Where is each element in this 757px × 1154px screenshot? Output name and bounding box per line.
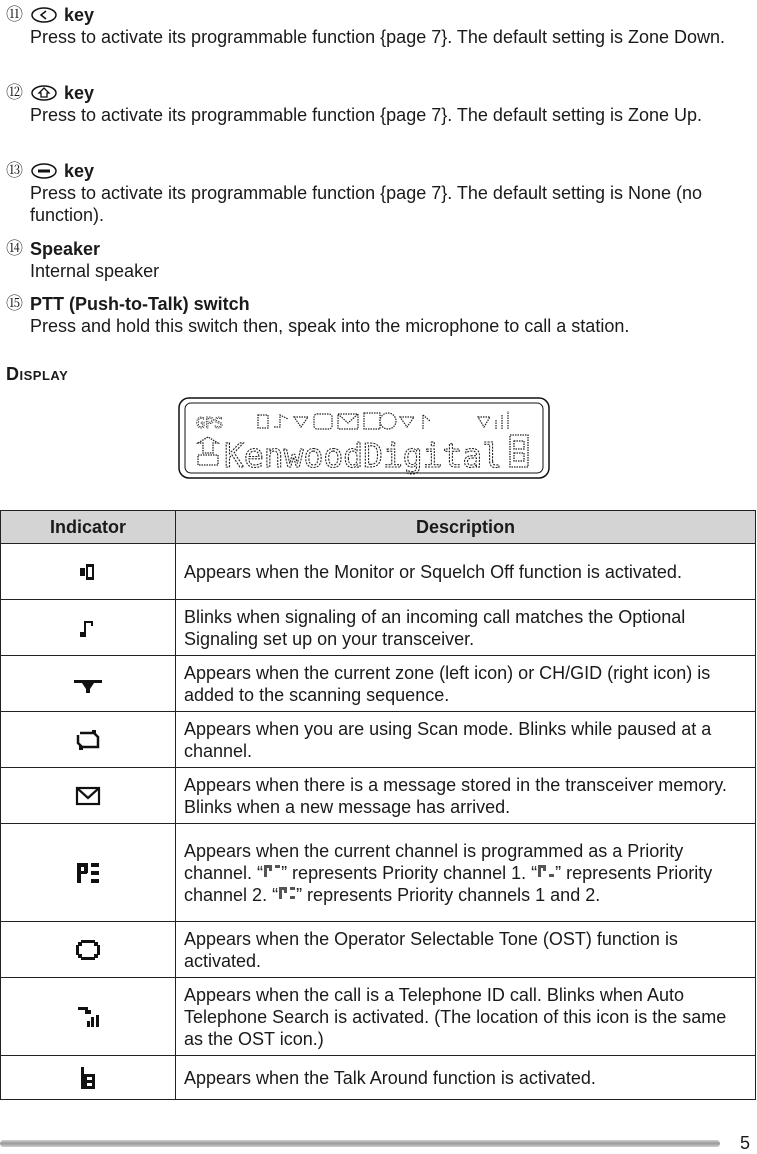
item-title-text: PTT (Push-to-Talk) switch [30, 294, 250, 314]
item-title [30, 238, 100, 260]
item-description: Press to activate its programmable function {page 7}. The default setting is Zone Down. [30, 27, 726, 47]
indicator-cell [1, 600, 176, 656]
indicator-table [0, 510, 756, 1100]
item-title-text: key [64, 5, 95, 25]
heading-rest: ISPLAY [19, 368, 69, 383]
item-number: ⑫ [6, 83, 23, 102]
priority-desc-part: ” represents Priority channel 1. “ [281, 862, 538, 883]
heading-initial: D [6, 364, 20, 384]
indicator-cell [1, 768, 176, 824]
item-title-text: Speaker [30, 239, 101, 259]
scan-icon [74, 727, 102, 753]
item-description: Press to activate its programmable function {page 7}. The default setting is None (no function). [30, 183, 703, 225]
priority-channels-1-2-icon [278, 885, 296, 901]
bar-key-icon [30, 162, 58, 180]
column-header-description: Description [176, 511, 756, 544]
table-row [1, 544, 756, 600]
description-cell: Appears when the current zone (left icon) or CH/GID (right icon) is added to the scanning sequence. [176, 656, 756, 712]
priority-channel-2-icon [537, 863, 555, 879]
description-cell: Appears when the Operator Selectable Tone (OST) function is activated. [176, 922, 756, 978]
priority-channel-1-icon [263, 863, 281, 879]
priority-desc-part: ” represents Priority channel 2. “ [184, 862, 713, 905]
table-row [1, 978, 756, 1056]
table-row [1, 1056, 756, 1100]
column-header-indicator: Indicator [1, 511, 176, 544]
description-cell [176, 824, 756, 922]
item-number: ⑪ [6, 5, 23, 24]
item-number: ⑭ [6, 239, 23, 258]
table-row [1, 922, 756, 978]
description-cell: Appears when the Monitor or Squelch Off function is activated. [176, 544, 756, 600]
table-row [1, 712, 756, 768]
item-description: Internal speaker [30, 261, 160, 281]
item-title-text: key [64, 83, 95, 103]
home-key-icon [30, 84, 58, 102]
indicator-cell [1, 712, 176, 768]
item-title [30, 4, 94, 26]
lcd-display-illustration [178, 397, 550, 479]
signaling-note-icon [76, 616, 100, 640]
indicator-cell [1, 824, 176, 922]
left-arrow-key-icon [30, 6, 58, 24]
item-title-text: key [64, 161, 95, 181]
item-title [30, 160, 94, 182]
priority-icon [74, 859, 102, 887]
indicator-cell [1, 922, 176, 978]
indicator-cell [1, 656, 176, 712]
table-row [1, 824, 756, 922]
indicator-cell [1, 1056, 176, 1100]
footer-bar [0, 1140, 720, 1147]
item-number: ⑬ [6, 161, 23, 180]
page-number: 5 [740, 1133, 751, 1153]
table-row [1, 768, 756, 824]
table-header-row [1, 511, 756, 544]
indicator-cell [1, 978, 176, 1056]
table-row [1, 656, 756, 712]
scan-add-icon [72, 672, 104, 696]
table-row [1, 600, 756, 656]
item-description: Press to activate its programmable function {page 7}. The default setting is Zone Up. [30, 105, 703, 125]
lcd-gps-label: GPS [196, 414, 224, 432]
priority-desc-part: Appears when the current channel is programmed as a Priority channel. “ [184, 840, 684, 883]
description-cell: Appears when the Talk Around function is activated. [176, 1056, 756, 1100]
item-title [30, 82, 94, 104]
section-heading-display [6, 364, 68, 385]
item-title [30, 293, 250, 315]
item-description: Press and hold this switch then, speak into the microphone to call a station. [30, 316, 630, 336]
indicator-cell [1, 544, 176, 600]
ost-icon [73, 937, 103, 963]
monitor-icon [76, 560, 100, 584]
description-cell: Blinks when signaling of an incoming call matches the Optional Signaling set up on your transceiver. [176, 600, 756, 656]
talk-around-icon [77, 1064, 99, 1092]
description-cell: Appears when you are using Scan mode. Blinks while paused at a channel. [176, 712, 756, 768]
priority-desc-part: ” represents Priority channels 1 and 2. [296, 884, 601, 905]
telephone-id-icon [74, 1003, 102, 1031]
description-cell: Appears when the call is a Telephone ID call. Blinks when Auto Telephone Search is activated. (The location of this icon is the same as the OST icon.) [176, 978, 756, 1056]
item-number: ⑮ [6, 294, 23, 313]
lcd-main-text: KenwoodDigital [224, 436, 503, 475]
description-cell: Appears when there is a message stored in the transceiver memory. Blinks when a new message has arrived. [176, 768, 756, 824]
message-icon [74, 784, 102, 808]
